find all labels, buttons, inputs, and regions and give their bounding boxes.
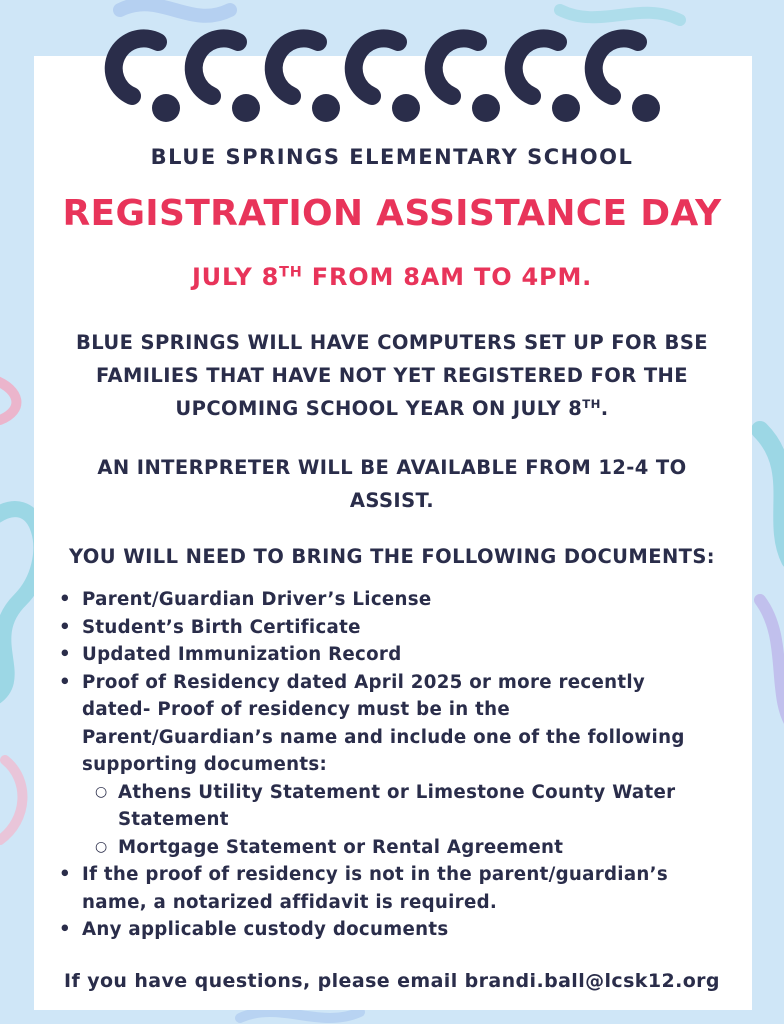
documents-heading: YOU WILL NEED TO BRING THE FOLLOWING DOCUMENTS: — [68, 545, 716, 568]
binder-ring — [194, 38, 238, 96]
sub-list-item-text: Athens Utility Statement or Limestone County Water — [118, 781, 676, 803]
date-prefix: JULY 8 — [191, 263, 280, 291]
bullet-icon: • — [59, 671, 71, 693]
paragraph-line — [0, 392, 784, 425]
paragraph-line: ASSIST. — [349, 489, 435, 512]
list-item-text: Any applicable custody documents — [82, 919, 449, 940]
bullet-icon: • — [59, 644, 71, 665]
binder-ring — [514, 38, 558, 96]
sub-list-item — [94, 834, 758, 862]
interpreter-paragraph — [0, 451, 784, 517]
bullet-icon: • — [59, 616, 71, 638]
paragraph-line: AN INTERPRETER WILL BE AVAILABLE FROM 12-4 TO — [97, 456, 687, 479]
list-item — [58, 916, 758, 944]
sub-list-item-text: Statement — [118, 809, 229, 830]
paragraph-line-sup: TH — [582, 396, 601, 411]
sub-list — [82, 779, 758, 862]
list-item — [58, 861, 758, 916]
event-date-time — [0, 263, 784, 291]
list-item-text: If the proof of residency is not in the parent/guardian’s — [82, 864, 669, 885]
binder-rings-decoration — [100, 0, 684, 140]
date-suffix-sup: TH — [279, 264, 303, 281]
computers-paragraph — [0, 326, 784, 425]
paragraph-line: BLUE SPRINGS WILL HAVE COMPUTERS SET UP FOR BSE — [76, 331, 708, 354]
list-item-text: dated- Proof of residency must be in the — [82, 699, 511, 720]
list-item-text: Proof of Residency dated April 2025 or more recently — [82, 671, 646, 693]
list-item — [58, 614, 758, 642]
bullet-icon: • — [59, 864, 71, 885]
list-item-text: Updated Immunization Record — [82, 644, 402, 665]
list-item-text: name, a notarized affidavit is required. — [82, 891, 498, 913]
paragraph-line-end: . — [600, 397, 609, 420]
list-item-text: Parent/Guardian’s name and include one of the following — [82, 726, 685, 748]
list-item — [58, 669, 758, 862]
documents-list — [58, 586, 758, 944]
binder-ring — [274, 38, 318, 96]
binder-ring — [114, 38, 158, 96]
time-range: FROM 8AM TO 4PM. — [302, 263, 593, 291]
binder-ring — [594, 38, 638, 96]
page-title: REGISTRATION ASSISTANCE DAY — [62, 193, 722, 234]
list-item-text: Student’s Birth Certificate — [82, 616, 361, 638]
list-item-text: Parent/Guardian Driver’s License — [82, 589, 432, 610]
school-name: BLUE SPRINGS ELEMENTARY SCHOOL — [150, 145, 634, 169]
contact-footer: If you have questions, please email brandi.ball@lcsk12.org — [64, 970, 720, 992]
list-item — [58, 586, 758, 614]
bullet-icon: • — [59, 589, 71, 610]
sub-list-item — [94, 779, 758, 834]
binder-ring — [434, 38, 478, 96]
list-item-text: supporting documents: — [82, 754, 328, 775]
binder-ring — [354, 38, 398, 96]
paragraph-line: FAMILIES THAT HAVE NOT YET REGISTERED FOR THE — [96, 364, 688, 387]
circle-bullet-icon: ○ — [95, 838, 108, 855]
paragraph-line-text: UPCOMING SCHOOL YEAR ON JULY 8 — [175, 397, 583, 420]
circle-bullet-icon: ○ — [95, 783, 108, 800]
sub-list-item-text: Mortgage Statement or Rental Agreement — [118, 836, 564, 858]
bullet-icon: • — [59, 919, 71, 940]
list-item — [58, 641, 758, 669]
